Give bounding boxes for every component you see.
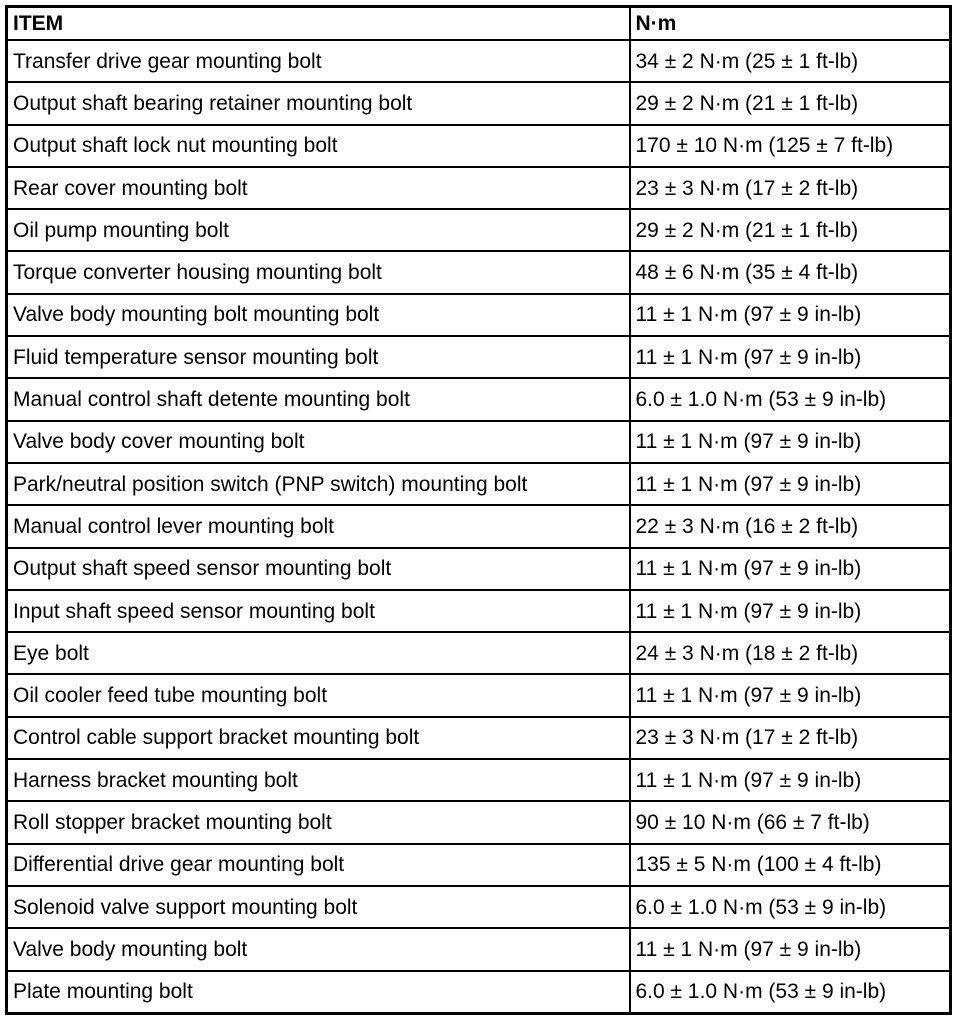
table-row xyxy=(7,928,951,970)
item-cell: Fluid temperature sensor mounting bolt xyxy=(7,336,630,378)
table-body xyxy=(7,40,951,1013)
table-row xyxy=(7,336,951,378)
table-row xyxy=(7,590,951,632)
item-cell: Rear cover mounting bolt xyxy=(7,167,630,209)
torque-value-cell: 29 ± 2 N·m (21 ± 1 ft-lb) xyxy=(630,82,951,124)
item-cell: Control cable support bracket mounting bolt xyxy=(7,717,630,759)
item-cell: Input shaft speed sensor mounting bolt xyxy=(7,590,630,632)
table-row xyxy=(7,82,951,124)
torque-value-cell: 24 ± 3 N·m (18 ± 2 ft-lb) xyxy=(630,632,951,674)
torque-value-cell: 11 ± 1 N·m (97 ± 9 in-lb) xyxy=(630,336,951,378)
item-cell: Valve body mounting bolt mounting bolt xyxy=(7,294,630,336)
table-row xyxy=(7,759,951,801)
table-row xyxy=(7,40,951,82)
header-value: N·m xyxy=(630,7,951,41)
table-row xyxy=(7,505,951,547)
table-row xyxy=(7,971,951,1014)
torque-value-cell: 6.0 ± 1.0 N·m (53 ± 9 in-lb) xyxy=(630,886,951,928)
torque-value-cell: 90 ± 10 N·m (66 ± 7 ft-lb) xyxy=(630,801,951,843)
torque-value-cell: 170 ± 10 N·m (125 ± 7 ft-lb) xyxy=(630,125,951,167)
item-cell: Output shaft speed sensor mounting bolt xyxy=(7,548,630,590)
header-item: ITEM xyxy=(7,7,630,41)
table-row xyxy=(7,125,951,167)
item-cell: Manual control lever mounting bolt xyxy=(7,505,630,547)
table-row xyxy=(7,209,951,251)
torque-value-cell: 135 ± 5 N·m (100 ± 4 ft-lb) xyxy=(630,844,951,886)
table-row xyxy=(7,251,951,293)
table-row xyxy=(7,378,951,420)
table-row xyxy=(7,548,951,590)
torque-value-cell: 11 ± 1 N·m (97 ± 9 in-lb) xyxy=(630,928,951,970)
item-cell: Valve body mounting bolt xyxy=(7,928,630,970)
item-cell: Output shaft bearing retainer mounting bolt xyxy=(7,82,630,124)
table-row xyxy=(7,294,951,336)
torque-value-cell: 6.0 ± 1.0 N·m (53 ± 9 in-lb) xyxy=(630,378,951,420)
table-row xyxy=(7,167,951,209)
torque-value-cell: 22 ± 3 N·m (16 ± 2 ft-lb) xyxy=(630,505,951,547)
table-row xyxy=(7,632,951,674)
torque-value-cell: 11 ± 1 N·m (97 ± 9 in-lb) xyxy=(630,463,951,505)
item-cell: Eye bolt xyxy=(7,632,630,674)
item-cell: Solenoid valve support mounting bolt xyxy=(7,886,630,928)
item-cell: Harness bracket mounting bolt xyxy=(7,759,630,801)
item-cell: Torque converter housing mounting bolt xyxy=(7,251,630,293)
item-cell: Oil pump mounting bolt xyxy=(7,209,630,251)
item-cell: Differential drive gear mounting bolt xyxy=(7,844,630,886)
item-cell: Oil cooler feed tube mounting bolt xyxy=(7,674,630,716)
torque-value-cell: 48 ± 6 N·m (35 ± 4 ft-lb) xyxy=(630,251,951,293)
torque-spec-table xyxy=(5,5,952,1015)
table-row xyxy=(7,463,951,505)
table-row xyxy=(7,801,951,843)
item-cell: Transfer drive gear mounting bolt xyxy=(7,40,630,82)
item-cell: Output shaft lock nut mounting bolt xyxy=(7,125,630,167)
item-cell: Valve body cover mounting bolt xyxy=(7,421,630,463)
table-header xyxy=(7,7,951,41)
torque-value-cell: 23 ± 3 N·m (17 ± 2 ft-lb) xyxy=(630,167,951,209)
item-cell: Park/neutral position switch (PNP switch) mounting bolt xyxy=(7,463,630,505)
table-row xyxy=(7,844,951,886)
torque-value-cell: 11 ± 1 N·m (97 ± 9 in-lb) xyxy=(630,674,951,716)
torque-value-cell: 11 ± 1 N·m (97 ± 9 in-lb) xyxy=(630,548,951,590)
table-row xyxy=(7,674,951,716)
torque-value-cell: 11 ± 1 N·m (97 ± 9 in-lb) xyxy=(630,590,951,632)
table-row xyxy=(7,421,951,463)
torque-value-cell: 6.0 ± 1.0 N·m (53 ± 9 in-lb) xyxy=(630,971,951,1014)
torque-value-cell: 34 ± 2 N·m (25 ± 1 ft-lb) xyxy=(630,40,951,82)
item-cell: Manual control shaft detente mounting bolt xyxy=(7,378,630,420)
table-row xyxy=(7,886,951,928)
torque-value-cell: 23 ± 3 N·m (17 ± 2 ft-lb) xyxy=(630,717,951,759)
table-row xyxy=(7,717,951,759)
torque-value-cell: 11 ± 1 N·m (97 ± 9 in-lb) xyxy=(630,421,951,463)
torque-value-cell: 11 ± 1 N·m (97 ± 9 in-lb) xyxy=(630,759,951,801)
header-row xyxy=(7,7,951,41)
torque-value-cell: 11 ± 1 N·m (97 ± 9 in-lb) xyxy=(630,294,951,336)
torque-value-cell: 29 ± 2 N·m (21 ± 1 ft-lb) xyxy=(630,209,951,251)
item-cell: Roll stopper bracket mounting bolt xyxy=(7,801,630,843)
item-cell: Plate mounting bolt xyxy=(7,971,630,1014)
